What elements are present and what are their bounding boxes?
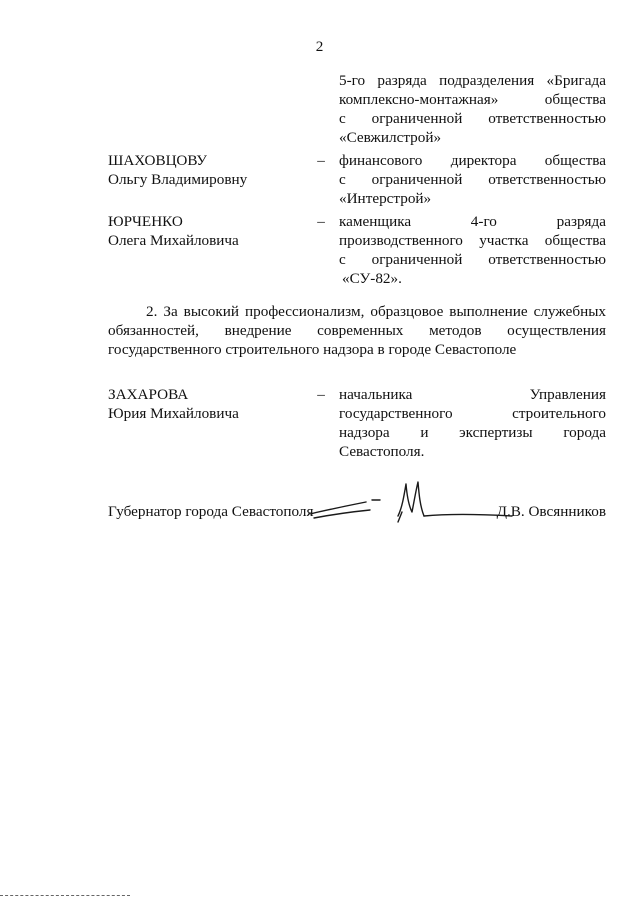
signatory-name: Д.В. Овсянников: [496, 503, 606, 520]
entry-1-description: [339, 151, 606, 208]
entry-2-dash: –: [317, 213, 325, 230]
paragraph-line-0: 2. За высокий профессионализм, образцовое выполнение служебных: [146, 303, 606, 320]
entry-3-desc-line-3: Севастополя.: [339, 443, 425, 460]
award-paragraph: [108, 302, 606, 359]
entry-1-dash: –: [317, 152, 325, 169]
paragraph-line-1: обязанностей, внедрение современных методов осуществления: [108, 322, 606, 339]
entry-3-desc-line-2: надзора и экспертизы города: [339, 424, 606, 441]
handwritten-signature: [306, 472, 516, 532]
entry-3-person-name: [108, 385, 308, 423]
entry-0-description: [339, 71, 606, 147]
entry-3-description: [339, 385, 606, 461]
entry-0-desc-line-0: 5-го разряда подразделения «Бригада: [339, 72, 606, 89]
entry-2-desc-line-3: «СУ-82».: [342, 270, 402, 287]
entry-2-description: [339, 212, 606, 288]
entry-2-desc-line-1: производственного участка общества: [339, 232, 606, 249]
entry-1-desc-line-1: с ограниченной ответственностью: [339, 171, 606, 188]
entry-3-desc-line-0: начальника Управления: [339, 386, 606, 403]
entry-1-surname: ШАХОВЦОВУ: [108, 152, 207, 169]
entry-2-surname: ЮРЧЕНКО: [108, 213, 183, 230]
entry-2-given-names: Олега Михайловича: [108, 232, 239, 249]
signatory-title: Губернатор города Севастополя: [108, 503, 314, 520]
page-number: 2: [315, 38, 324, 55]
entry-0-desc-line-1: комплексно-монтажная» общества: [339, 91, 606, 108]
entry-2-desc-line-0: каменщика 4-го разряда: [339, 213, 606, 230]
entry-1-person-name: [108, 151, 308, 189]
entry-2-desc-line-2: с ограниченной ответственностью: [339, 251, 606, 268]
entry-3-given-names: Юрия Михайловича: [108, 405, 239, 422]
entry-0-desc-line-2: с ограниченной ответственностью: [339, 110, 606, 127]
entry-3-surname: ЗАХАРОВА: [108, 386, 189, 403]
entry-2-person-name: [108, 212, 308, 250]
paragraph-line-2: государственного строительного надзора в городе Севастополе: [108, 341, 517, 358]
entry-1-given-names: Ольгу Владимировну: [108, 171, 248, 188]
entry-3-dash: –: [317, 386, 325, 403]
entry-0-desc-line-3: «Севжилстрой»: [339, 129, 442, 146]
entry-3-desc-line-1: государственного строительного: [339, 405, 606, 422]
entry-1-desc-line-2: «Интерстрой»: [339, 190, 432, 207]
entry-1-desc-line-0: финансового директора общества: [339, 152, 606, 169]
footer-rule: [0, 895, 130, 897]
